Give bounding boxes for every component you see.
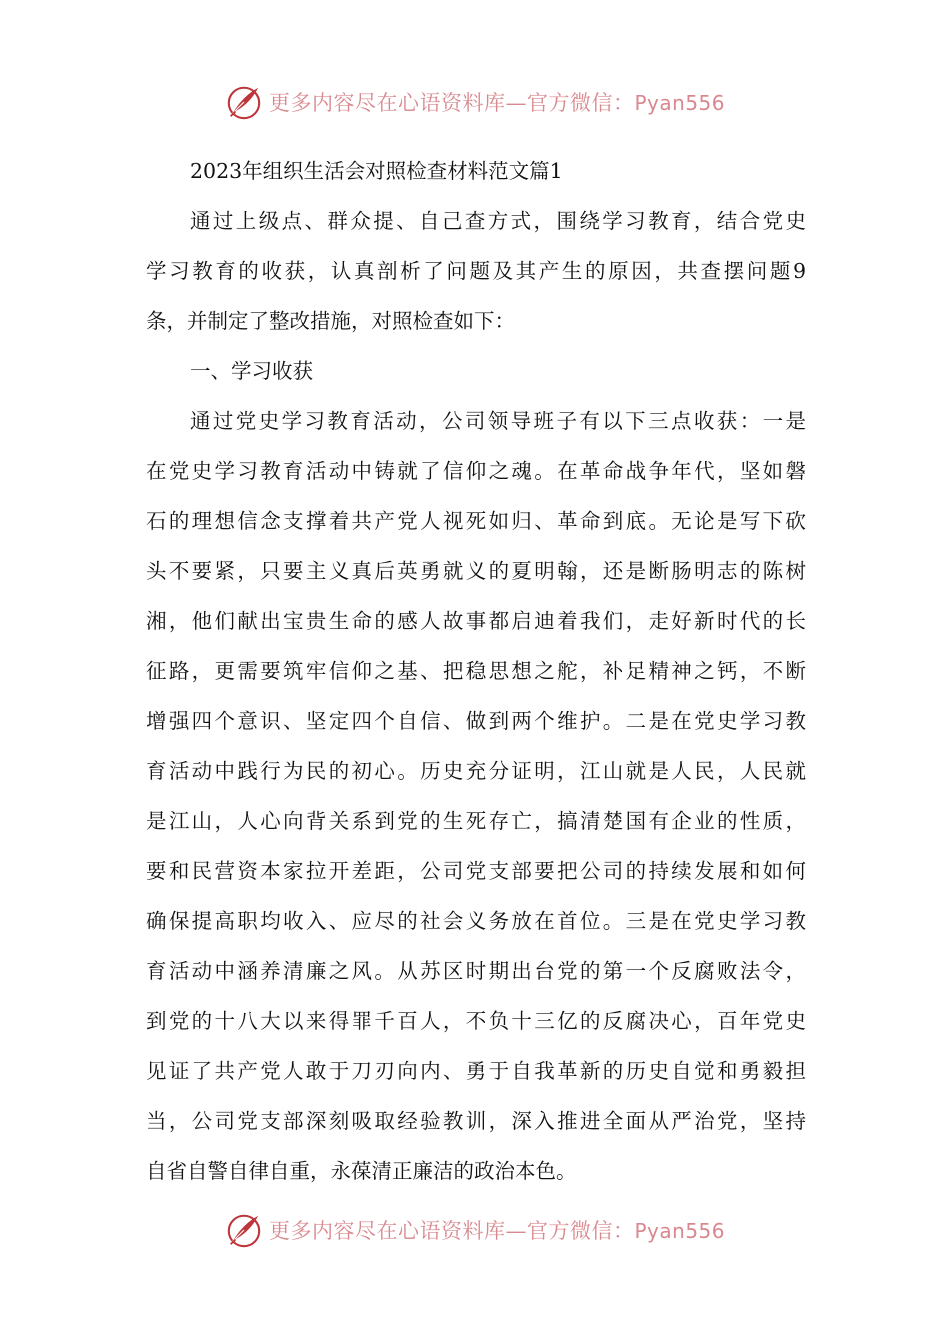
text-line: 征路，更需要筑牢信仰之基、把稳思想之舵，补足精神之钙，不断 — [146, 659, 806, 683]
text-line: 湘，他们献出宝贵生命的感人故事都启迪着我们，走好新时代的长 — [146, 609, 806, 633]
section-heading: 一、学习收获 — [190, 359, 313, 383]
document-title: 2023年组织生活会对照检查材料范文篇1 — [190, 159, 563, 183]
text-line: 育活动中践行为民的初心。历史充分证明，江山就是人民，人民就 — [146, 759, 806, 783]
footer-watermark-banner — [0, 1208, 950, 1252]
watermark-text: 更多内容尽在心语资料库—官方微信：Pyan556 — [268, 91, 725, 115]
text-line: 见证了共产党人敢于刀刃向内、勇于自我革新的历史自觉和勇毅担 — [146, 1059, 806, 1083]
text-line: 石的理想信念支撑着共产党人视死如归、革命到底。无论是写下砍 — [146, 509, 806, 533]
text-line: 通过党史学习教育活动，公司领导班子有以下三点收获：一是 — [190, 409, 806, 433]
text-line: 增强四个意识、坚定四个自信、做到两个维护。二是在党史学习教 — [146, 709, 806, 733]
quill-pen-logo-icon — [225, 1211, 263, 1249]
text-line: 要和民营资本家拉开差距，公司党支部要把公司的持续发展和如何 — [146, 859, 806, 883]
text-line: 学习教育的收获，认真剖析了问题及其产生的原因，共查摆问题9 — [146, 259, 806, 283]
watermark-text: 更多内容尽在心语资料库—官方微信：Pyan556 — [268, 1219, 725, 1243]
text-line: 育活动中涵养清廉之风。从苏区时期出台党的第一个反腐败法令， — [146, 959, 806, 983]
text-line: 头不要紧，只要主义真后英勇就义的夏明翰，还是断肠明志的陈树 — [146, 559, 806, 583]
text-line: 通过上级点、群众提、自己查方式，围绕学习教育，结合党史 — [190, 209, 806, 233]
text-line: 当，公司党支部深刻吸取经验教训，深入推进全面从严治党，坚持 — [146, 1109, 806, 1133]
text-line: 是江山，人心向背关系到党的生死存亡，搞清楚国有企业的性质， — [146, 809, 806, 833]
text-line: 到党的十八大以来得罪千百人，不负十三亿的反腐决心，百年党史 — [146, 1009, 806, 1033]
document-body — [146, 146, 806, 1196]
quill-pen-logo-icon — [225, 83, 263, 121]
text-line: 在党史学习教育活动中铸就了信仰之魂。在革命战争年代，坚如磐 — [146, 459, 806, 483]
text-line: 条，并制定了整改措施，对照检查如下： — [146, 309, 515, 333]
header-watermark-banner — [0, 80, 950, 124]
text-line: 确保提高职均收入、应尽的社会义务放在首位。三是在党史学习教 — [146, 909, 806, 933]
text-line: 自省自警自律自重，永葆清正廉洁的政治本色。 — [146, 1159, 577, 1183]
